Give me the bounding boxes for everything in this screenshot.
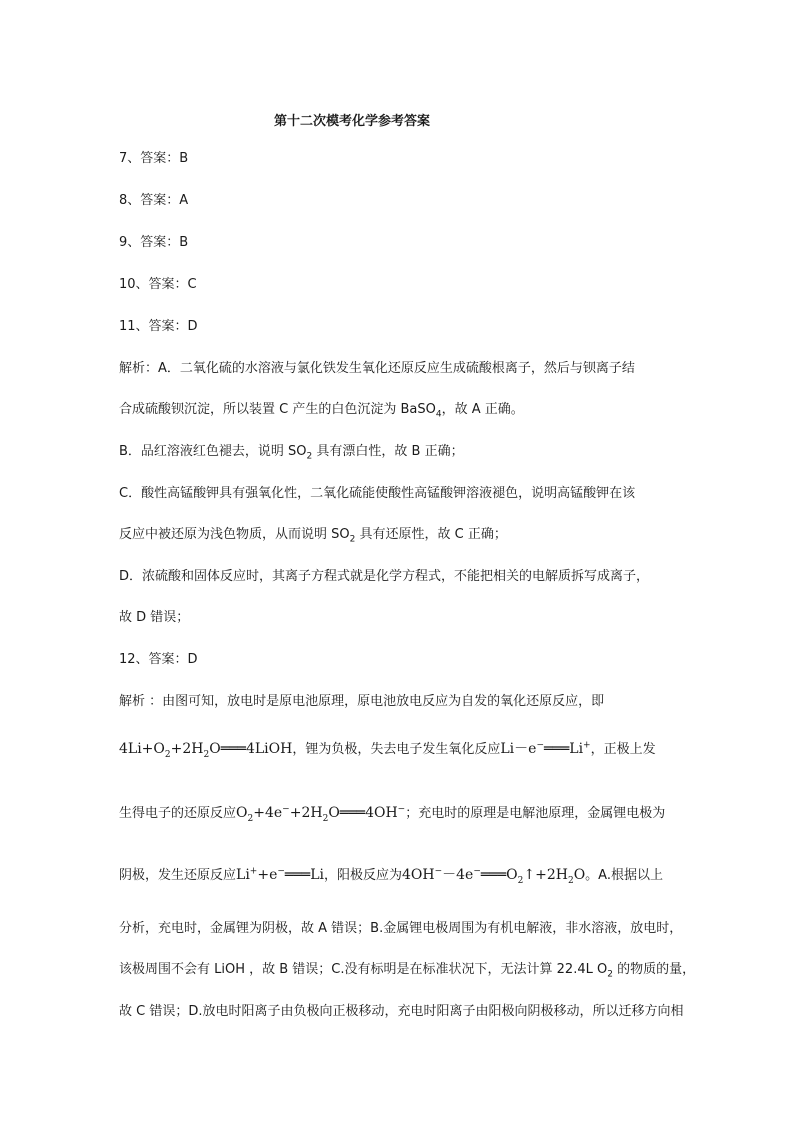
superscript: + (249, 866, 258, 877)
eq-part: +4e (253, 805, 283, 821)
text-segment: B．品红溶液红色褪去，说明 SO (119, 444, 307, 459)
subscript: 2 (247, 813, 254, 824)
text-segment: ，阳极反应为 (323, 868, 402, 883)
eq-part: O (236, 805, 248, 821)
text-segment: ，正极上发 (590, 742, 656, 757)
text-segment: ，锂为负极，失去电子发生氧化反应 (292, 742, 501, 757)
equation (401, 866, 586, 886)
eq-part: Li (236, 867, 250, 883)
answer-11: 11、答案：D (119, 319, 198, 334)
text-segment: 反应中被还原为浅色物质，从而说明 SO (119, 527, 350, 542)
text-segment: 。A.根据以上 (585, 868, 663, 883)
text-segment: ；充电时的原理是电解池原理，金属锂电极为 (405, 806, 666, 821)
answer-12: 12、答案：D (119, 652, 198, 667)
eq-part: +e (257, 867, 278, 883)
subscript: 2 (567, 875, 574, 886)
q12-explanation-line-1: 解析 ：由图可知，放电时是原电池原理，原电池放电反应为自发的氧化还原反应，即 (119, 694, 605, 709)
eq-part: －4e (442, 867, 474, 883)
page-title: 第十二次模考化学参考答案 (274, 114, 431, 129)
text-segment: 具有漂白性，故 B 正确； (312, 444, 464, 459)
subscript: 2 (322, 813, 329, 824)
q12-explanation-line-6 (119, 962, 696, 980)
equation (236, 804, 406, 824)
superscript: − (473, 866, 481, 877)
eq-part: O═══4OH (328, 805, 398, 821)
eq-part: ↑+2H (523, 867, 568, 883)
q12-explanation-line-3 (119, 804, 666, 824)
q12-explanation-line-4 (119, 866, 663, 886)
text-segment: 合成硫酸钡沉淀，所以装置 C 产生的白色沉淀为 BaSO (119, 402, 436, 417)
subscript: 2 (517, 875, 524, 886)
q11-option-d-line-2: 故 D 错误； (119, 610, 190, 625)
superscript: − (277, 866, 285, 877)
q12-explanation-line-2 (119, 740, 656, 760)
eq-part: +2H (289, 805, 323, 821)
answer-7: 7、答案：B (119, 151, 189, 166)
subscript: 2 (607, 969, 613, 980)
q11-explanation-line-1: 解析：A．二氧化硫的水溶液与氯化铁发生氧化还原反应生成硫酸根离子，然后与钡离子结 (119, 361, 635, 376)
q11-option-c-line-2 (119, 527, 507, 545)
answer-8: 8、答案：A (119, 193, 189, 208)
equation (236, 867, 324, 883)
subscript: 2 (349, 534, 356, 545)
subscript: 2 (164, 749, 171, 760)
text-segment: 该极周围不会有 LiOH ，故 B 错误；C.没有标明是在标准状况下，无法计算 22.4L O (119, 962, 608, 977)
eq-part: 4Li+O (119, 741, 165, 757)
eq-part: ═══Li (284, 867, 324, 883)
answer-10: 10、答案：C (119, 277, 197, 292)
eq-part: ═══Li (543, 741, 584, 757)
superscript: − (397, 804, 406, 815)
q12-explanation-line-7: 故 C 错误；D.放电时阳离子由负极向正极移动，充电时阳离子由阳极向阴极移动，所以迁移方向相 (119, 1004, 684, 1019)
eq-part: 4OH (401, 867, 435, 883)
text-segment: ，故 A 正确。 (441, 402, 524, 417)
q11-explanation-line-2 (119, 402, 524, 420)
subscript: 4 (435, 409, 442, 420)
eq-part: O (573, 867, 586, 883)
eq-part: ═══O (480, 867, 518, 883)
q11-option-b (119, 444, 464, 462)
q11-option-d-line-1: D．浓硫酸和固体反应时，其离子方程式就是化学方程式，不能把相关的电解质拆写成离子， (119, 569, 650, 584)
subscript: 2 (203, 749, 210, 760)
answer-9: 9、答案：B (119, 235, 189, 250)
text-segment: 生得电子的还原反应 (119, 806, 237, 821)
equation (119, 741, 293, 760)
eq-part: O═══4LiOH (209, 741, 293, 757)
text-segment: 阴极，发生还原反应 (119, 868, 237, 883)
superscript: − (434, 866, 443, 877)
eq-part: +2H (170, 741, 204, 757)
eq-part: Li－e (500, 741, 537, 757)
equation (500, 741, 590, 757)
superscript: − (536, 740, 544, 751)
text-segment: 的物质的量， (612, 962, 696, 977)
superscript: − (282, 804, 290, 815)
q11-option-c-line-1: C．酸性高锰酸钾具有强氧化性，二氧化硫能使酸性高锰酸钾溶液褪色，说明高锰酸钾在该 (119, 486, 636, 501)
q12-explanation-line-5: 分析，充电时，金属锂为阴极，故 A 错误；B.金属锂电极周围为有机电解液，非水溶液，放电时， (119, 921, 683, 936)
superscript: + (583, 740, 591, 751)
subscript: 2 (306, 451, 313, 462)
text-segment: 具有还原性，故 C 正确； (355, 527, 507, 542)
